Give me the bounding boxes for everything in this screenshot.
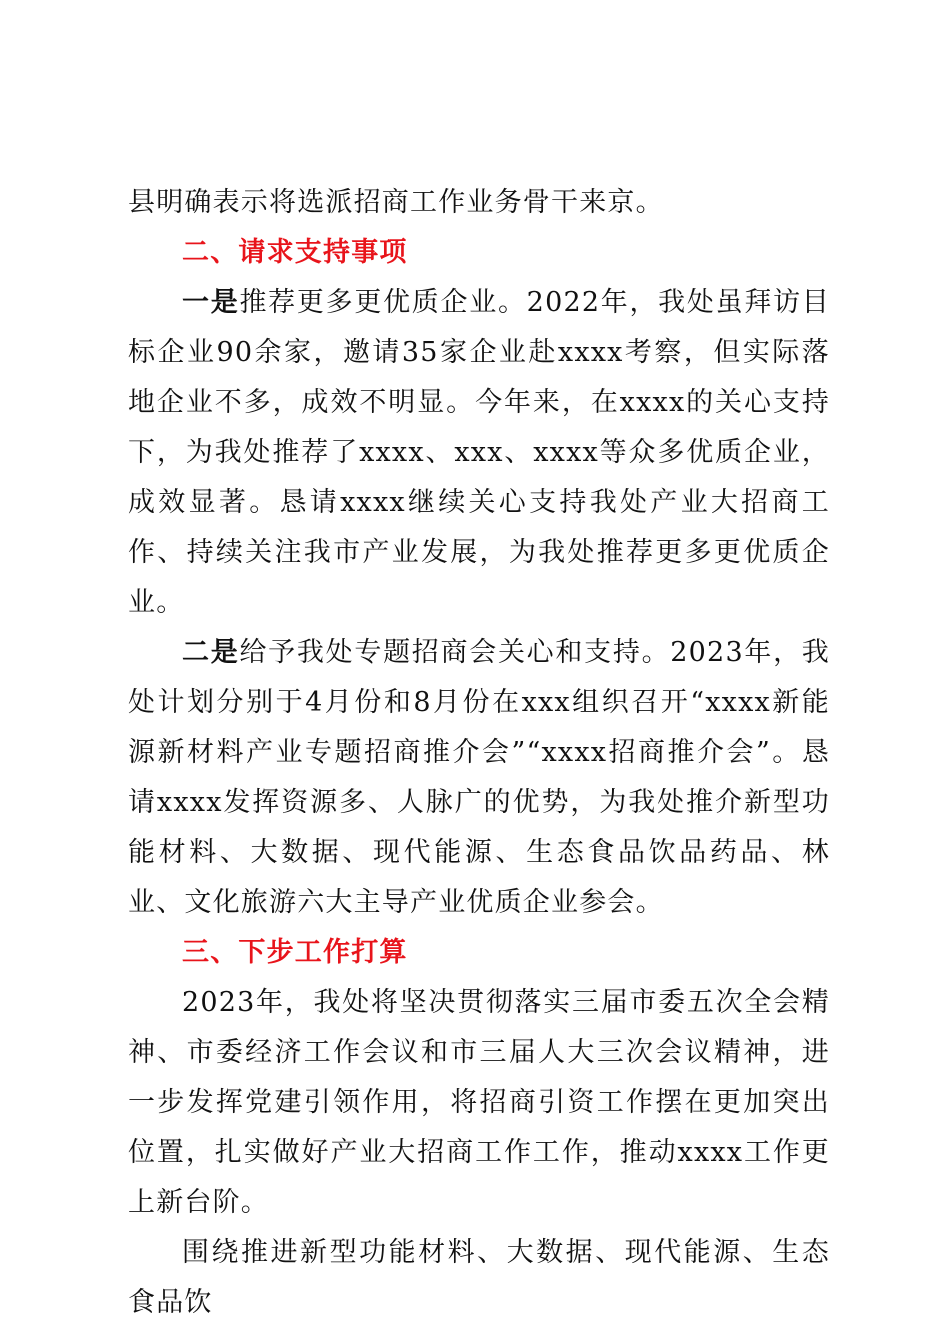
item-1-text: 推荐更多更优质企业。2022年，我处虽拜访目标企业90余家，邀请35家企业赴xxxx考察，但实际落地企业不多，成效不明显。今年来，在xxxx的关心支持下，为我处推荐了xxxx、xxx、xxxx等众多优质企业，成效显著。恳请xxxx继续关心支持我处产业大招商工作、持续关注我市产业发展，为我处推荐更多更优质企业。: [128, 287, 830, 618]
document-page: [128, 178, 830, 1328]
paragraph-plan: 2023年，我处将坚决贯彻落实三届市委五次全会精神、市委经济工作会议和市三届人大三次会议精神，进一步发挥党建引领作用，将招商引资工作摆在更加突出位置，扎实做好产业大招商工作工作，推动xxxx工作更上新台阶。: [128, 987, 830, 1218]
item-2-text: 给予我处专题招商会关心和支持。2023年，我处计划分别于4月份和8月份在xxx组织召开“xxxx新能源新材料产业专题招商推介会”“xxxx招商推介会”。恳请xxxx发挥资源多、人脉广的优势，为我处推介新型功能材料、大数据、现代能源、生态食品饮品药品、林业、文化旅游六大主导产业优质企业参会。: [128, 637, 830, 918]
item-1-lead: 一是: [182, 287, 240, 318]
paragraph-item-2: [128, 628, 830, 928]
section-heading-next-steps: 三、下步工作打算: [182, 937, 408, 968]
continued-paragraph: 县明确表示将选派招商工作业务骨干来京。: [128, 187, 664, 218]
section-heading-request-support: 二、请求支持事项: [182, 237, 408, 268]
paragraph-item-1: [128, 278, 830, 628]
item-2-lead: 二是: [182, 637, 240, 668]
paragraph-last: 围绕推进新型功能材料、大数据、现代能源、生态食品饮: [128, 1237, 830, 1318]
